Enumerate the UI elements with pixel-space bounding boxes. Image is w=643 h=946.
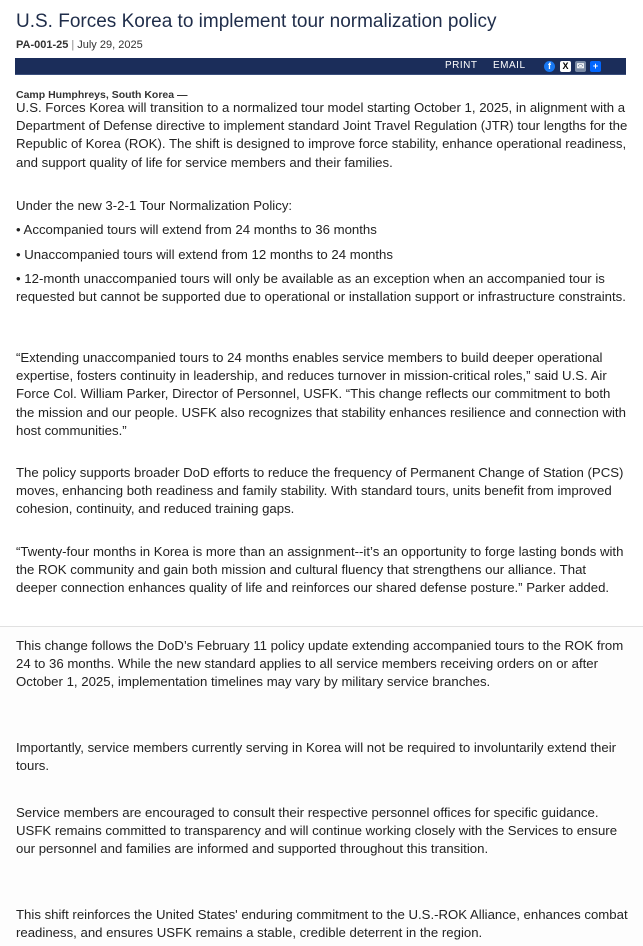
more-share-icon[interactable]: + (590, 61, 601, 72)
paragraph-alliance-commitment: This shift reinforces the United States' enduring commitment to the U.S.-ROK Alliance, enhances combat readiness, and ensures USFK remains a stable, credible deterrent in the region. (16, 907, 628, 941)
paragraph-pcs: The policy supports broader DoD efforts to reduce the frequency of Permanent Change of Station (PCS) moves, enhancing both readiness and family stability. With standard tours, units benefit from improved cohesion, continuity, and reduced training gaps. (16, 465, 624, 517)
x-icon[interactable]: X (560, 61, 571, 72)
email-link[interactable]: EMAIL (493, 60, 526, 71)
paragraph-intro: U.S. Forces Korea will transition to a normalized tour model starting October 1, 2025, in alignment with a Department of Defense directive to implement standard Joint Travel Regulation (JTR) tour lengths for the Republic of Korea (ROK). The shift is designed to improve force stability, enhance operational readiness, and support quality of life for service members and their families. (16, 100, 628, 170)
bullet-accompanied: • Accompanied tours will extend from 24 months to 36 months (16, 222, 377, 237)
release-date: July 29, 2025 (77, 39, 143, 51)
bullet-unaccompanied: • Unaccompanied tours will extend from 12 months to 24 months (16, 247, 393, 262)
share-toolbar (15, 58, 626, 75)
email-share-icon[interactable]: ✉ (576, 61, 585, 71)
dateline: Camp Humphreys, South Korea — (16, 89, 188, 101)
bullet-exception: • 12-month unaccompanied tours will only be available as an exception when an accompanied tour is requested but cannot be supported due to operational or installation support or infrastructure constraints. (16, 271, 626, 305)
release-meta (16, 39, 143, 51)
print-link[interactable]: PRINT (445, 60, 478, 71)
release-number: PA-001-25 (16, 39, 69, 51)
paragraph-dod-update: This change follows the DoD’s February 11 policy update extending accompanied tours to the ROK from 24 to 36 months. While the new standard applies to all service members receiving orders on or after October 1, 2025, implementation timelines may vary by military service branches. (16, 638, 624, 690)
meta-separator: | (71, 39, 75, 51)
paragraph-parker-quote-1: “Extending unaccompanied tours to 24 months enables service members to build deeper operational expertise, fosters continuity in leadership, and reduces turnover in mission-critical roles,” said U.S. Air Force Col. William Parker, Director of Personnel, USFK. “This change reflects our commitment to both the mission and our people. USFK also recognizes that stability enhances resilience and connection with host communities.” (16, 350, 626, 438)
paragraph-policy-heading: Under the new 3-2-1 Tour Normalization Policy: (16, 198, 293, 213)
facebook-icon[interactable]: f (544, 61, 555, 72)
section-divider (0, 626, 643, 627)
page-title: U.S. Forces Korea to implement tour normalization policy (16, 11, 497, 32)
paragraph-parker-quote-2: “Twenty-four months in Korea is more than an assignment--it’s an opportunity to forge lasting bonds with the ROK community and gain both mission and cultural fluency that strengthens our alliance. That deeper connection enhances quality of life and reinforces our shared defense posture.” Parker added. (16, 544, 624, 596)
paragraph-no-involuntary-extension: Importantly, service members currently serving in Korea will not be required to involuntarily extend their tours. (16, 740, 617, 774)
paragraph-consult-offices: Service members are encouraged to consult their respective personnel offices for specific guidance. USFK remains committed to transparency and will continue working closely with the Services to ensure our personnel and families are informed and supported throughout this transition. (16, 805, 618, 857)
